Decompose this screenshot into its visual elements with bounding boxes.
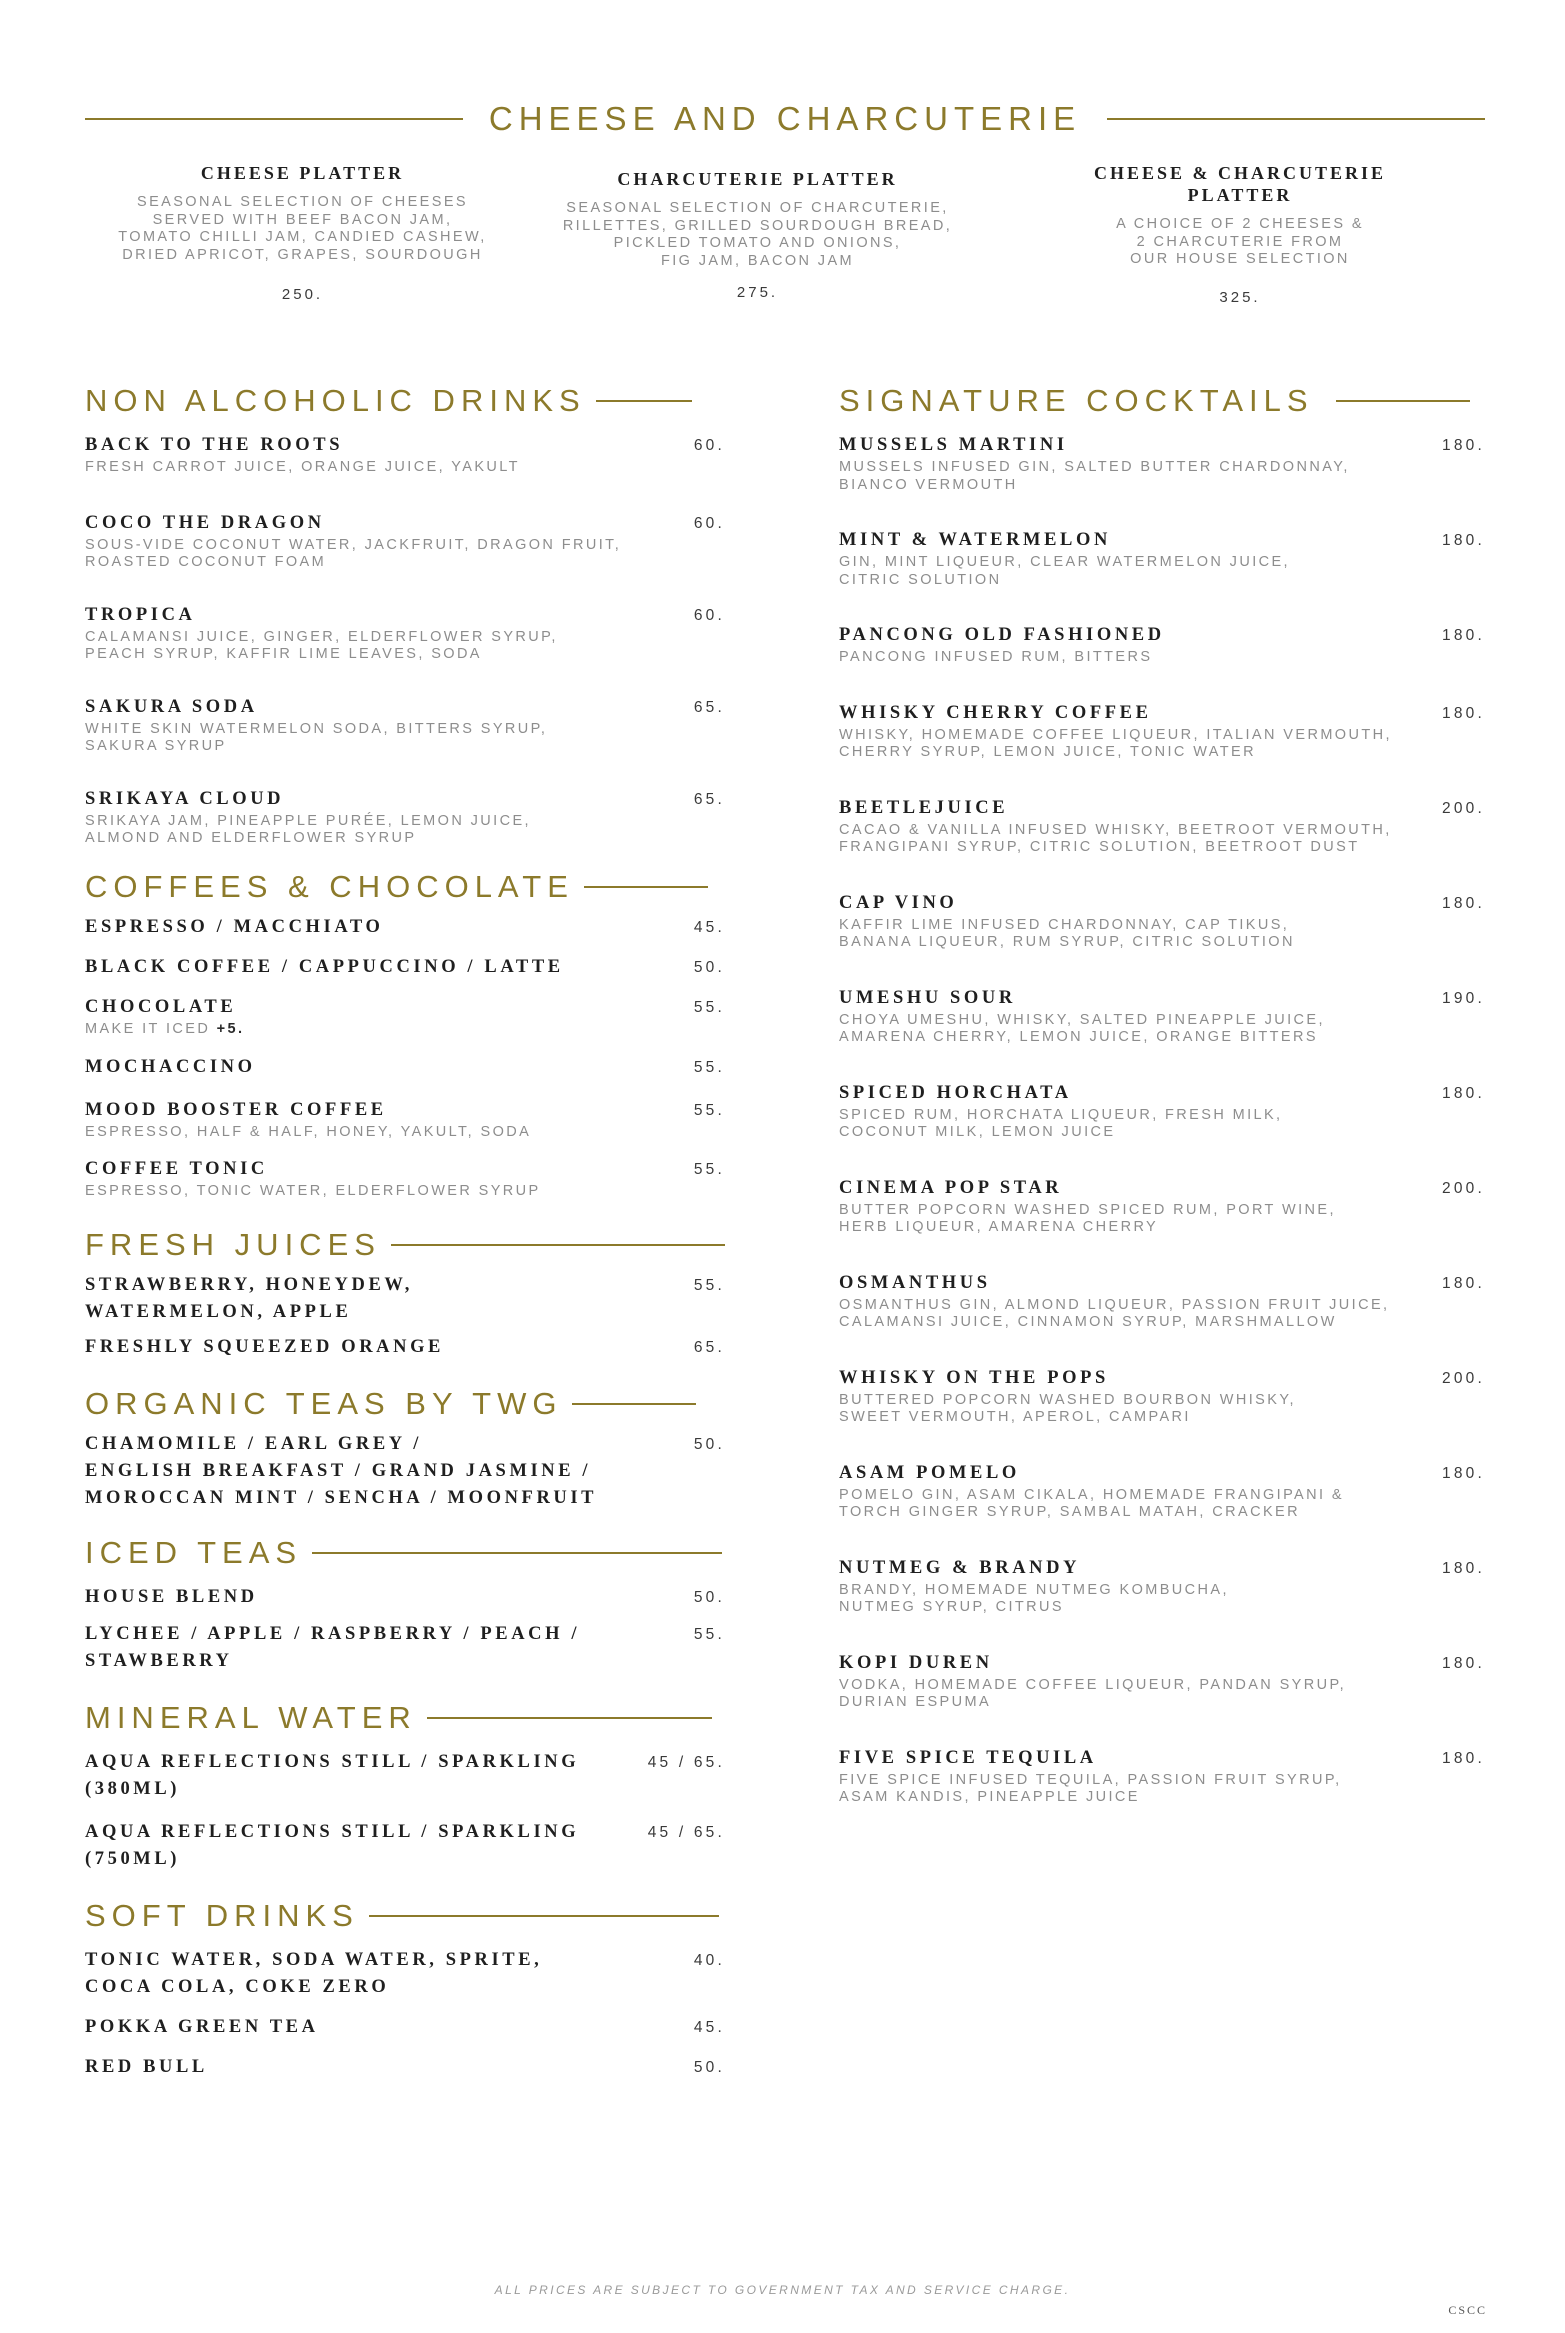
item-name — [85, 1749, 579, 1803]
desc-line: VODKA, HOMEMADE COFFEE LIQUEUR, PANDAN SYRUP, — [839, 1676, 1347, 1693]
desc-line: FIG JAM, BACON JAM — [660, 252, 855, 269]
platter-name: CHEESE PLATTER — [200, 163, 405, 183]
desc-line: WHITE SKIN WATERMELON SODA, BITTERS SYRUP, — [85, 720, 548, 737]
name-line: AQUA REFLECTIONS STILL / SPARKLING — [85, 1822, 580, 1842]
desc-line: HERB LIQUEUR, AMARENA CHERRY — [839, 1219, 1159, 1235]
item-desc — [839, 727, 1485, 762]
item-name — [85, 1819, 579, 1873]
list-item — [839, 622, 1485, 667]
section-cocktails — [839, 376, 1485, 426]
desc-line: SEASONAL SELECTION OF CHARCUTERIE, — [566, 200, 949, 216]
desc-line: BUTTER POPCORN WASHED SPICED RUM, PORT WINE, — [839, 1201, 1336, 1218]
list-item — [85, 1749, 725, 1803]
name-line: WATERMELON, APPLE — [85, 1302, 352, 1322]
desc-line: CACAO & VANILLA INFUSED WHISKY, BEETROOT VERMOUTH, — [839, 821, 1392, 838]
item-name: ESPRESSO / MACCHIATO — [85, 916, 384, 937]
item-price: 180. — [1442, 532, 1485, 549]
item-name: FIVE SPICE TEQUILA — [839, 1747, 1097, 1768]
list-item — [85, 602, 725, 664]
item-name: MUSSELS MARTINI — [839, 435, 1068, 455]
item-desc — [85, 629, 725, 664]
list-item — [85, 786, 725, 848]
desc-line: MAKE IT ICED — [85, 1020, 211, 1037]
section-coffees — [85, 862, 725, 912]
list-item — [85, 2014, 725, 2041]
platter-name: CHARCUTERIE PLATTER — [617, 169, 898, 189]
desc-line: GIN, MINT LIQUEUR, CLEAR WATERMELON JUICE, — [839, 554, 1290, 570]
item-name: CHOCOLATE — [85, 996, 237, 1017]
platter-desc — [520, 200, 995, 270]
desc-line: PANCONG INFUSED RUM, BITTERS — [839, 649, 1153, 665]
item-price: 40. — [693, 1952, 725, 1969]
name-line: (380ML) — [85, 1779, 181, 1799]
desc-line: TORCH GINGER SYRUP, SAMBAL MATAH, CRACKER — [839, 1504, 1300, 1520]
item-desc — [839, 1107, 1485, 1142]
right-column — [839, 376, 1485, 1807]
item-name: UMESHU SOUR — [839, 987, 1016, 1008]
item-desc — [85, 1183, 725, 1201]
name-line: AQUA REFLECTIONS STILL / SPARKLING — [85, 1752, 580, 1772]
item-name: BACK TO THE ROOTS — [85, 435, 344, 455]
item-price: 180. — [1442, 627, 1485, 644]
list-item — [839, 1270, 1485, 1332]
item-price: 55. — [693, 998, 725, 1016]
section-title: SIGNATURE COCKTAILS — [839, 383, 1314, 418]
desc-line: A CHOICE OF 2 CHEESES & — [1116, 216, 1364, 232]
item-price: 45. — [693, 918, 725, 936]
item-name: RED BULL — [85, 2057, 208, 2077]
desc-line: DURIAN ESPUMA — [839, 1694, 992, 1710]
item-name: OSMANTHUS — [839, 1272, 991, 1293]
item-price: 60. — [693, 514, 725, 532]
name-line: STAWBERRY — [85, 1651, 233, 1671]
item-name: WHISKY CHERRY COFFEE — [839, 702, 1152, 723]
item-price: 55. — [693, 1102, 725, 1119]
section-rule — [596, 400, 692, 402]
list-item — [85, 954, 725, 981]
item-name — [85, 1431, 597, 1512]
section-rule — [572, 1403, 696, 1405]
footer-note: ALL PRICES ARE SUBJECT TO GOVERNMENT TAX AND SERVICE CHARGE. — [494, 2283, 1071, 2297]
item-price: 60. — [693, 606, 725, 624]
list-item — [85, 1584, 725, 1611]
desc-line: BIANCO VERMOUTH — [839, 476, 1018, 493]
list-item — [839, 795, 1485, 857]
desc-line: ESPRESSO, HALF & HALF, HONEY, YAKULT, SODA — [85, 1124, 532, 1140]
desc-line: ASAM KANDIS, PINEAPPLE JUICE — [839, 1789, 1140, 1805]
item-price: 180. — [1442, 1654, 1485, 1672]
list-item — [839, 527, 1485, 589]
section-title: SOFT DRINKS — [85, 1898, 359, 1933]
item-name: SAKURA SODA — [85, 696, 258, 717]
section-non-alcoholic — [85, 376, 725, 426]
desc-line: SEASONAL SELECTION OF CHEESES — [137, 194, 468, 210]
item-name: ASAM POMELO — [839, 1462, 1020, 1483]
list-item — [85, 1097, 725, 1142]
platter-desc — [85, 194, 520, 264]
list-item — [85, 1947, 725, 2001]
item-name: BEETLEJUICE — [839, 797, 1009, 818]
list-item — [85, 432, 725, 477]
section-rule — [369, 1915, 719, 1917]
desc-line: TOMATO CHILLI JAM, CANDIED CASHEW, — [118, 229, 487, 245]
item-desc — [839, 1297, 1485, 1332]
item-desc — [839, 554, 1485, 589]
desc-line: SPICED RUM, HORCHATA LIQUEUR, FRESH MILK, — [839, 1106, 1283, 1123]
list-item — [85, 1621, 725, 1675]
list-item — [839, 1175, 1485, 1237]
item-desc — [85, 813, 725, 848]
desc-line: COCONUT MILK, LEMON JUICE — [839, 1124, 1116, 1140]
item-price: 180. — [1442, 1559, 1485, 1577]
iced-surcharge: +5. — [216, 1020, 245, 1037]
list-item — [839, 1080, 1485, 1142]
item-desc — [85, 1124, 725, 1142]
section-iced-teas — [85, 1528, 725, 1578]
item-name — [85, 1947, 542, 2001]
item-price: 45. — [693, 2019, 725, 2036]
item-price: 50. — [693, 1436, 725, 1453]
item-name: BLACK COFFEE / CAPPUCCINO / LATTE — [85, 956, 564, 977]
item-name: SPICED HORCHATA — [839, 1082, 1072, 1103]
section-title: ORGANIC TEAS BY TWG — [85, 1386, 563, 1421]
section-rule — [584, 886, 708, 888]
item-name: MINT & WATERMELON — [839, 530, 1111, 550]
item-name: CAP VINO — [839, 892, 958, 913]
desc-line: MUSSELS INFUSED GIN, SALTED BUTTER CHARDONNAY, — [839, 459, 1350, 475]
section-soft-drinks — [85, 1891, 725, 1941]
name-line: TONIC WATER, SODA WATER, SPRITE, — [85, 1950, 543, 1970]
list-item — [839, 1460, 1485, 1522]
list-item — [839, 1365, 1485, 1427]
item-price: 60. — [693, 437, 725, 454]
item-desc — [839, 1487, 1485, 1522]
list-item — [85, 1334, 725, 1361]
desc-line: SOUS-VIDE COCONUT WATER, JACKFRUIT, DRAGON FRUIT, — [85, 536, 622, 553]
list-item — [839, 1745, 1485, 1807]
item-price: 65. — [693, 1339, 725, 1356]
section-juices — [85, 1220, 725, 1270]
list-item — [839, 985, 1485, 1047]
list-item — [85, 694, 725, 756]
item-desc — [839, 459, 1485, 494]
section-title: NON ALCOHOLIC DRINKS — [85, 383, 586, 418]
desc-line: ROASTED COCONUT FOAM — [85, 554, 327, 570]
platter-charcuterie — [520, 168, 995, 306]
desc-line: CALAMANSI JUICE, GINGER, ELDERFLOWER SYRUP, — [85, 628, 558, 645]
section-rule — [427, 1717, 712, 1719]
item-name: COCO THE DRAGON — [85, 512, 325, 533]
name-line: LYCHEE / APPLE / RASPBERRY / PEACH / — [85, 1624, 581, 1644]
item-price: 200. — [1442, 1369, 1485, 1387]
item-name: PANCONG OLD FASHIONED — [839, 625, 1165, 645]
list-item — [85, 510, 725, 572]
list-item — [85, 2054, 725, 2081]
desc-line: NUTMEG SYRUP, CITRUS — [839, 1599, 1064, 1615]
item-desc — [85, 721, 725, 756]
item-name: WHISKY ON THE POPS — [839, 1367, 1109, 1388]
item-price: 180. — [1442, 1084, 1485, 1102]
section-title: MINERAL WATER — [85, 1700, 417, 1735]
header-rule-left — [85, 118, 463, 120]
platter-combo — [995, 162, 1485, 306]
item-name: MOCHACCINO — [85, 1057, 256, 1077]
item-name: COFFEE TONIC — [85, 1158, 268, 1179]
desc-line: WHISKY, HOMEMADE COFFEE LIQUEUR, ITALIAN VERMOUTH, — [839, 726, 1392, 743]
footer-code: CSCC — [1448, 2303, 1487, 2317]
item-name: TROPICA — [85, 604, 196, 625]
name-line: ENGLISH BREAKFAST / GRAND JASMINE / — [85, 1461, 592, 1481]
list-item — [85, 1819, 725, 1873]
desc-line: FIVE SPICE INFUSED TEQUILA, PASSION FRUIT SYRUP, — [839, 1771, 1342, 1788]
platter-name: CHEESE & CHARCUTERIE PLATTER — [1093, 163, 1387, 205]
desc-line: PICKLED TOMATO AND ONIONS, — [613, 235, 902, 251]
section-title: COFFEES & CHOCOLATE — [85, 868, 574, 904]
item-price: 65. — [693, 698, 725, 716]
list-item — [85, 994, 725, 1039]
item-name: CINEMA POP STAR — [839, 1177, 1063, 1198]
desc-line: BUTTERED POPCORN WASHED BOURBON WHISKY, — [839, 1391, 1296, 1408]
desc-line: PEACH SYRUP, KAFFIR LIME LEAVES, SODA — [85, 646, 482, 662]
list-item — [839, 432, 1485, 494]
item-price: 55. — [693, 1626, 725, 1643]
desc-line: ESPRESSO, TONIC WATER, ELDERFLOWER SYRUP — [85, 1182, 541, 1199]
item-price: 45 / 65. — [647, 1824, 725, 1841]
section-rule — [391, 1244, 725, 1246]
desc-line: 2 CHARCUTERIE FROM — [1136, 233, 1344, 250]
desc-line: DRIED APRICOT, GRAPES, SOURDOUGH — [122, 246, 483, 263]
item-price: 190. — [1442, 989, 1485, 1007]
desc-line: RILLETTES, GRILLED SOURDOUGH BREAD, — [562, 217, 953, 234]
item-name: POKKA GREEN TEA — [85, 2017, 319, 2037]
name-line: STRAWBERRY, HONEYDEW, — [85, 1275, 414, 1295]
item-price: 180. — [1442, 1274, 1485, 1292]
desc-line: OUR HOUSE SELECTION — [1130, 251, 1350, 267]
cheese-section-title: CHEESE AND CHARCUTERIE — [488, 100, 1082, 137]
desc-line: CALAMANSI JUICE, CINNAMON SYRUP, MARSHMALLOW — [839, 1314, 1337, 1330]
item-price: 180. — [1442, 894, 1485, 912]
desc-line: CITRIC SOLUTION — [839, 571, 1002, 588]
item-price: 180. — [1442, 1749, 1485, 1767]
list-item — [85, 1054, 725, 1081]
list-item — [85, 1272, 725, 1326]
left-column — [85, 376, 725, 2081]
item-price: 200. — [1442, 1179, 1485, 1197]
list-item — [85, 1431, 725, 1512]
cocktail-list — [839, 432, 1485, 1807]
item-desc — [839, 1772, 1485, 1807]
desc-line: POMELO GIN, ASAM CIKALA, HOMEMADE FRANGIPANI & — [839, 1486, 1344, 1503]
name-line: MOROCCAN MINT / SENCHA / MOONFRUIT — [85, 1488, 598, 1508]
desc-line: OSMANTHUS GIN, ALMOND LIQUEUR, PASSION FRUIT JUICE, — [839, 1296, 1390, 1313]
desc-line: SRIKAYA JAM, PINEAPPLE PURÉE, LEMON JUICE, — [85, 812, 531, 829]
desc-line: SERVED WITH BEEF BACON JAM, — [152, 211, 453, 228]
item-desc — [839, 1582, 1485, 1617]
desc-line: FRANGIPANI SYRUP, CITRIC SOLUTION, BEETROOT DUST — [839, 839, 1360, 855]
list-item — [85, 1156, 725, 1201]
list-item — [839, 1555, 1485, 1617]
item-name — [85, 1621, 580, 1675]
section-rule — [1336, 400, 1470, 402]
cheese-section-header — [85, 96, 1485, 142]
item-price: 65. — [693, 790, 725, 808]
desc-line: CHERRY SYRUP, LEMON JUICE, TONIC WATER — [839, 744, 1256, 760]
section-title: ICED TEAS — [85, 1535, 303, 1570]
item-desc — [839, 1202, 1485, 1237]
desc-line: FRESH CARROT JUICE, ORANGE JUICE, YAKULT — [85, 459, 520, 475]
item-price: 180. — [1442, 1464, 1485, 1482]
name-line: CHAMOMILE / EARL GREY / — [85, 1434, 423, 1454]
item-price: 55. — [693, 1160, 725, 1178]
name-line: (750ML) — [85, 1849, 181, 1869]
desc-line: BANANA LIQUEUR, RUM SYRUP, CITRIC SOLUTION — [839, 934, 1295, 950]
platter-price: 325. — [1219, 288, 1261, 306]
section-title: FRESH JUICES — [85, 1227, 381, 1262]
section-rule — [312, 1552, 722, 1554]
item-name: HOUSE BLEND — [85, 1587, 258, 1607]
item-price: 180. — [1442, 704, 1485, 722]
item-name: SRIKAYA CLOUD — [85, 788, 285, 809]
platter-row — [85, 162, 1485, 306]
name-line: COCA COLA, COKE ZERO — [85, 1977, 390, 1997]
item-desc — [839, 1392, 1485, 1427]
desc-line: BRANDY, HOMEMADE NUTMEG KOMBUCHA, — [839, 1581, 1229, 1598]
item-desc — [839, 1012, 1485, 1047]
desc-line: SWEET VERMOUTH, APEROL, CAMPARI — [839, 1409, 1191, 1425]
desc-line: KAFFIR LIME INFUSED CHARDONNAY, CAP TIKUS, — [839, 916, 1290, 933]
item-price: 55. — [693, 1277, 725, 1294]
item-desc — [839, 917, 1485, 952]
item-desc — [85, 459, 725, 477]
item-name: FRESHLY SQUEEZED ORANGE — [85, 1337, 444, 1357]
desc-line: CHOYA UMESHU, WHISKY, SALTED PINEAPPLE JUICE, — [839, 1011, 1325, 1028]
item-price: 50. — [693, 1589, 725, 1606]
item-name: KOPI DUREN — [839, 1652, 993, 1673]
platter-desc — [995, 216, 1485, 269]
item-desc — [85, 1021, 725, 1039]
header-rule-right — [1107, 118, 1485, 120]
item-price: 200. — [1442, 799, 1485, 817]
platter-price: 250. — [281, 286, 324, 303]
platter-cheese — [85, 162, 520, 306]
list-item — [85, 914, 725, 941]
item-price: 50. — [693, 2059, 725, 2076]
item-price: 50. — [693, 958, 725, 976]
item-price: 180. — [1442, 437, 1485, 454]
item-desc — [839, 649, 1485, 667]
section-mineral-water — [85, 1693, 725, 1743]
desc-line: SAKURA SYRUP — [85, 738, 227, 754]
item-desc — [839, 822, 1485, 857]
list-item — [839, 700, 1485, 762]
item-price: 45 / 65. — [647, 1754, 725, 1771]
desc-line: ALMOND AND ELDERFLOWER SYRUP — [85, 830, 417, 846]
list-item — [839, 890, 1485, 952]
list-item — [839, 1650, 1485, 1712]
desc-line: AMARENA CHERRY, LEMON JUICE, ORANGE BITTERS — [839, 1029, 1318, 1045]
item-price: 55. — [693, 1059, 725, 1076]
section-teas — [85, 1379, 725, 1429]
item-desc — [839, 1677, 1485, 1712]
item-desc — [85, 537, 725, 572]
item-name — [85, 1272, 413, 1326]
item-name: MOOD BOOSTER COFFEE — [85, 1100, 387, 1120]
item-name: NUTMEG & BRANDY — [839, 1557, 1081, 1578]
platter-price: 275. — [736, 284, 779, 301]
